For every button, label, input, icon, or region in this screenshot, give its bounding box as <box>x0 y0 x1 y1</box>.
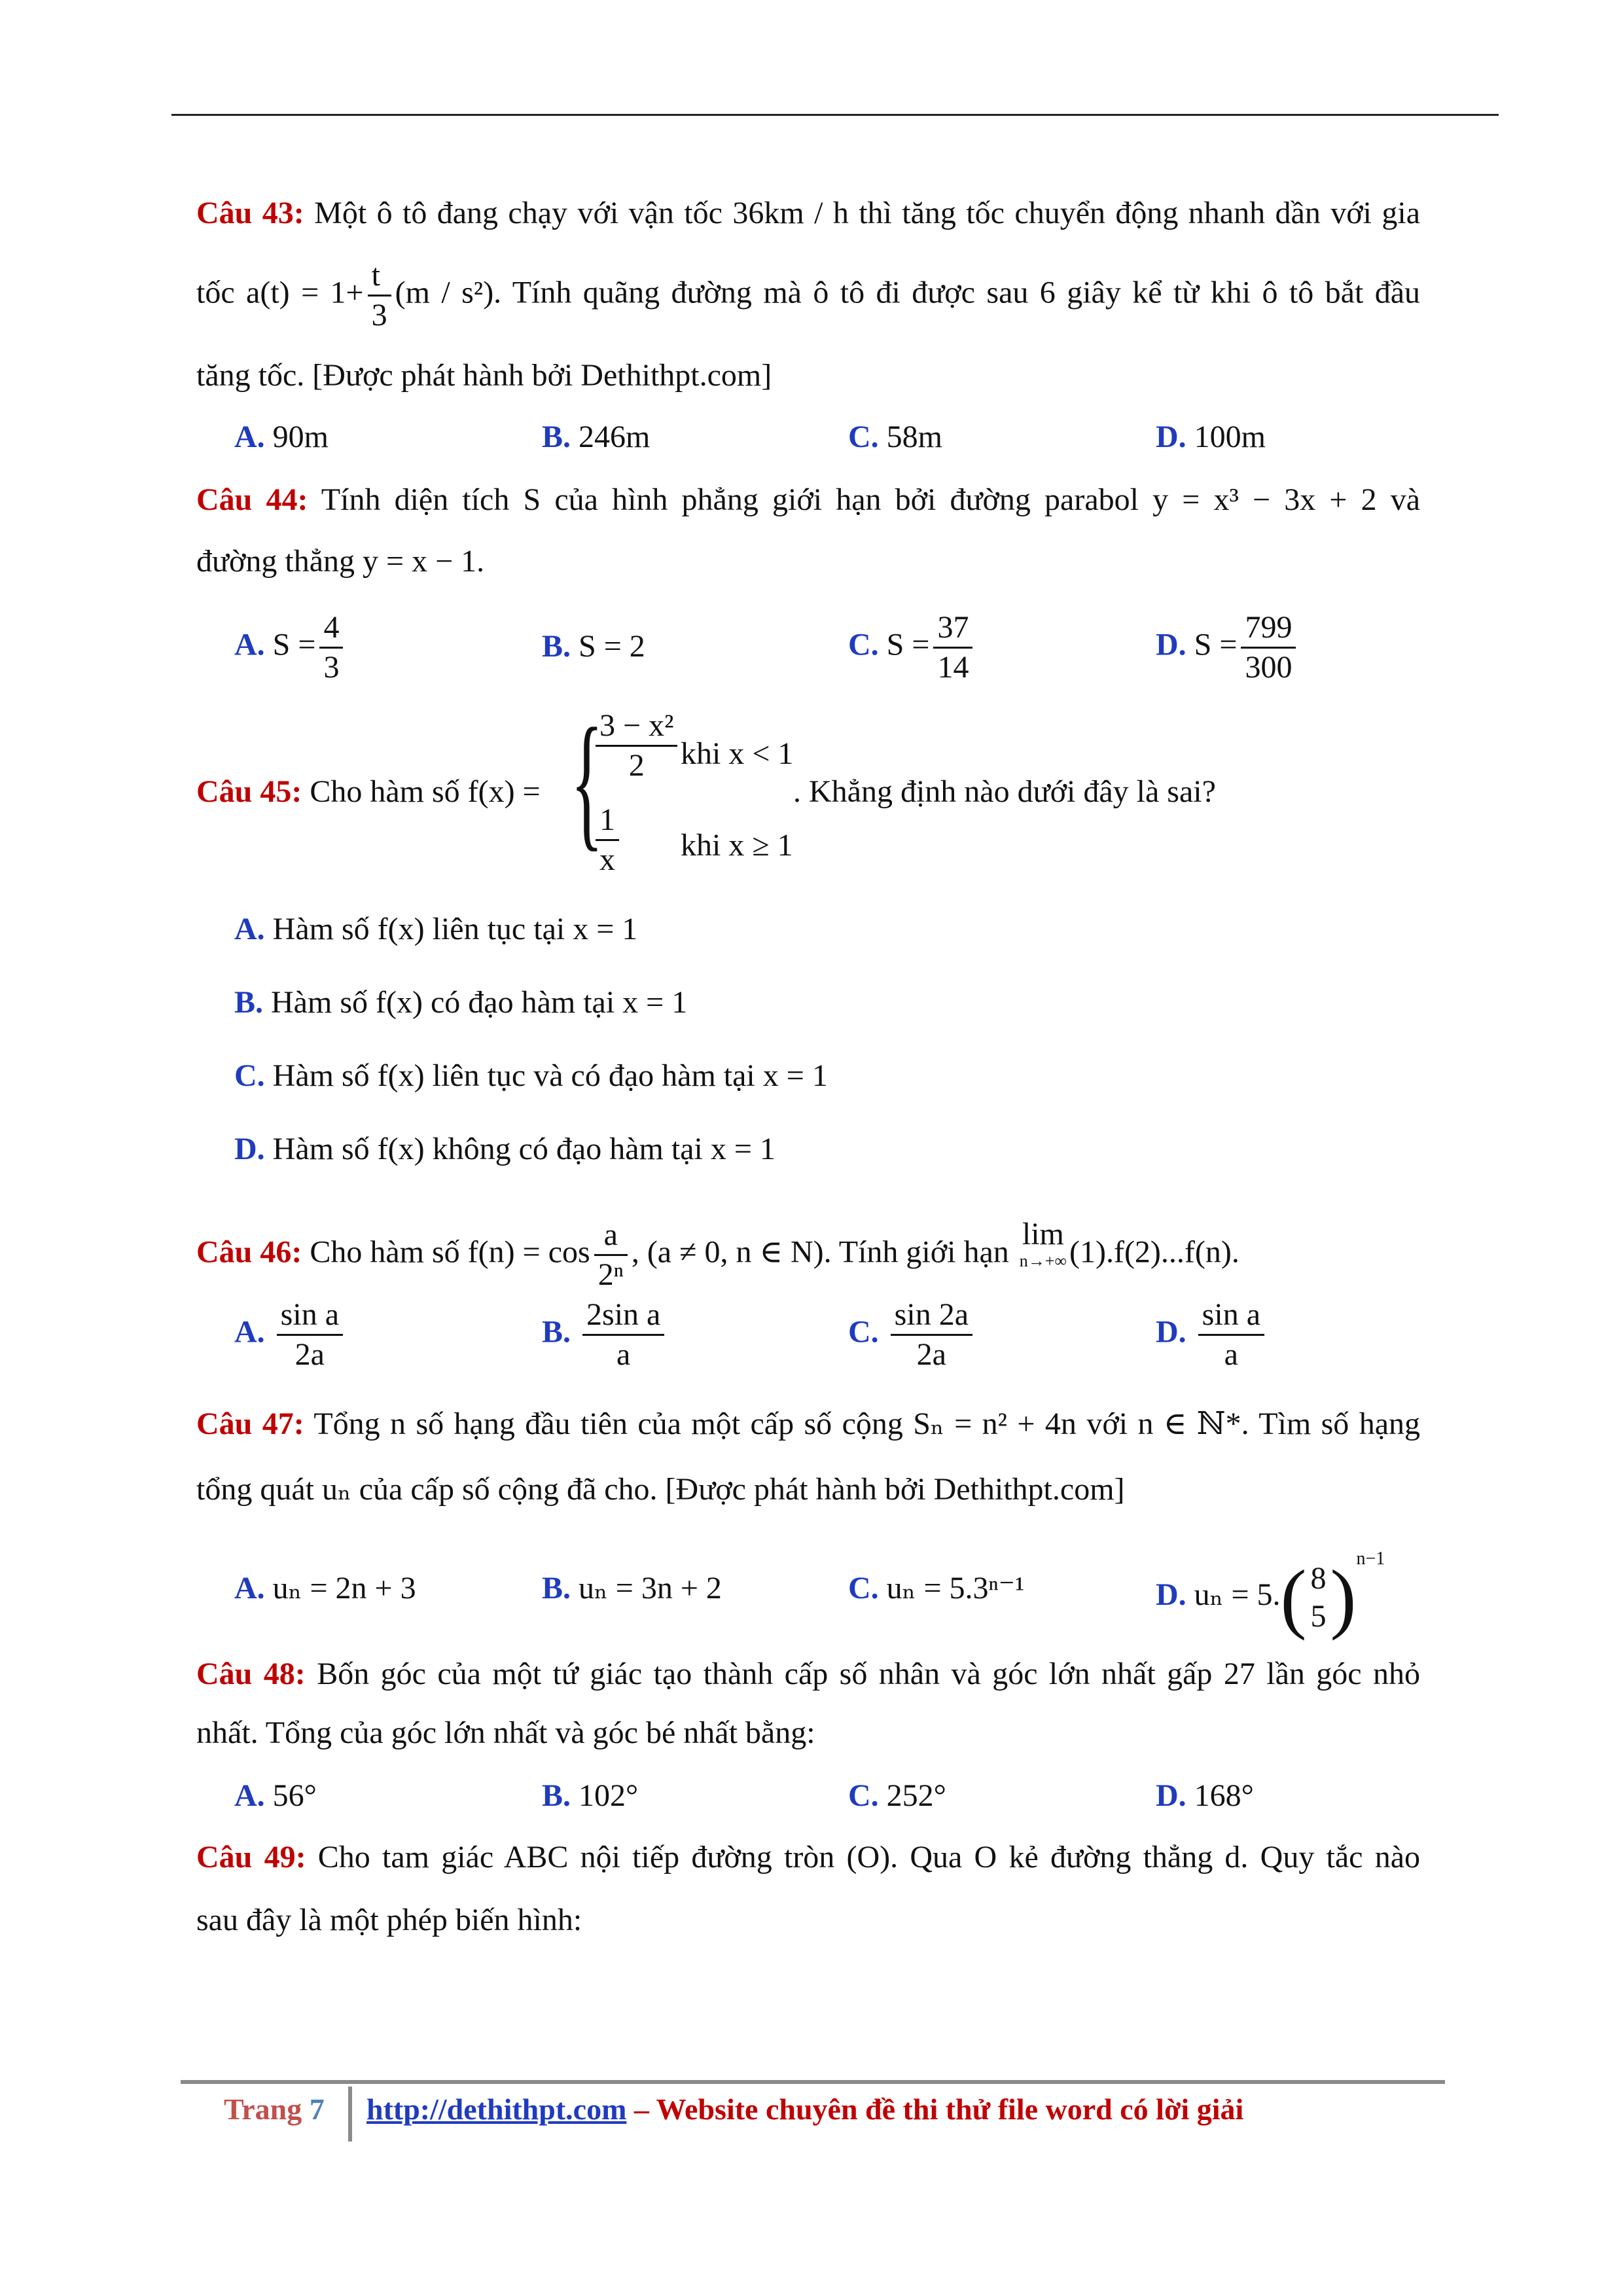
frac-num: sin a <box>1198 1296 1264 1336</box>
q43-text2-post: (m / s²). Tính quãng đường mà ô tô đi được sau 6 giây kể từ khi ô tô bắt đầu <box>395 275 1421 310</box>
option-fraction <box>277 1296 343 1374</box>
frac-num: 37 <box>933 609 972 649</box>
option-label: D. <box>234 1132 265 1166</box>
q45-post: . Khẳng định nào dưới đây là sai? <box>793 774 1216 809</box>
q46-fraction <box>594 1216 628 1294</box>
option-label: C. <box>848 1778 879 1813</box>
frac-num: sin 2a <box>891 1296 972 1336</box>
q49-text1: Cho tam giác ABC nội tiếp đường tròn (O). Qua O kẻ đường thẳng d. Quy tắc nào <box>317 1840 1420 1874</box>
option-pre: S = <box>272 627 316 662</box>
q47-label: Câu 47: <box>196 1407 304 1441</box>
q48-line2: nhất. Tổng của góc lớn nhất và góc bé nhất bằng: <box>196 1715 815 1750</box>
option-label: B. <box>542 1314 571 1350</box>
q43-text2-pre: tốc a(t) = 1+ <box>196 275 364 310</box>
q43-line1 <box>196 195 1420 232</box>
option-label: A. <box>234 420 265 454</box>
q46-label: Câu 46: <box>196 1234 302 1270</box>
footer-url-link[interactable]: http://dethithpt.com <box>366 2092 627 2126</box>
option-fraction <box>582 1296 664 1374</box>
option-fraction <box>1198 1296 1264 1374</box>
q47-text1: Tổng n số hạng đầu tiên của một cấp số cộng Sₙ = n² + 4n với n ∈ ℕ*. Tìm số hạng <box>313 1407 1421 1441</box>
option-fraction <box>933 609 972 687</box>
q49-line1 <box>196 1839 1420 1876</box>
option-pre: S = <box>1194 627 1238 662</box>
q47-line1 <box>196 1406 1420 1443</box>
frac-den: a <box>1224 1337 1238 1372</box>
q48-line1 <box>196 1656 1420 1693</box>
q43-option-b[interactable] <box>542 419 650 455</box>
q45-prefix <box>196 774 541 810</box>
q47-line2: tổng quát uₙ của cấp số cộng đã cho. [Được phát hành bởi Dethithpt.com] <box>196 1472 1125 1507</box>
q48-option-d[interactable] <box>1156 1778 1254 1814</box>
option-label: D. <box>1156 1778 1186 1813</box>
footer-divider <box>348 2087 352 2142</box>
option-label: C. <box>848 627 879 662</box>
frac-den: 300 <box>1245 650 1293 685</box>
q46-frac-den: 2ⁿ <box>597 1257 624 1292</box>
q45-case2-fraction <box>592 801 623 879</box>
option-label: A. <box>234 1778 265 1813</box>
option-pre: S = <box>886 627 930 662</box>
q45-label: Câu 45: <box>196 774 302 809</box>
frac-num: sin a <box>277 1296 343 1336</box>
q46-pre: Cho hàm số f(n) = cos <box>310 1234 590 1270</box>
option-text: uₙ = 3n + 2 <box>579 1571 722 1605</box>
q46-limit <box>1020 1216 1067 1270</box>
q45-case1-den: 2 <box>628 748 645 783</box>
frac-den: 3 <box>323 650 340 685</box>
option-text: Hàm số f(x) có đạo hàm tại x = 1 <box>271 985 688 1020</box>
left-paren: ( <box>1280 1554 1307 1641</box>
option-label: A. <box>234 912 265 946</box>
q48-text1: Bốn góc của một tứ giác tạo thành cấp số nhân và góc lớn nhất gấp 27 lần góc nhỏ <box>317 1657 1421 1691</box>
q48-label: Câu 48: <box>196 1657 306 1691</box>
q47-option-d[interactable] <box>1156 1549 1385 1643</box>
q46-line <box>196 1216 1240 1294</box>
option-label: B. <box>234 985 264 1020</box>
q44-option-c[interactable] <box>848 609 976 687</box>
option-label: B. <box>542 1778 571 1813</box>
option-text: uₙ = 2n + 3 <box>272 1571 416 1605</box>
q48-option-b[interactable] <box>542 1778 638 1814</box>
q43-option-a[interactable] <box>234 419 329 455</box>
q43-line2 <box>196 257 1420 334</box>
frac-num: 8 <box>1310 1561 1327 1596</box>
frac-den: 2a <box>916 1337 946 1372</box>
frac-den: 2a <box>294 1337 325 1372</box>
footer-page-digit: 7 <box>309 2092 325 2126</box>
q47-option-a[interactable] <box>234 1570 416 1606</box>
option-text: 56° <box>272 1778 317 1813</box>
option-label: A. <box>234 1571 265 1605</box>
q46-option-b[interactable] <box>542 1296 668 1374</box>
frac-num: 799 <box>1241 609 1296 649</box>
q45-pre: Cho hàm số f(x) = <box>310 774 541 809</box>
option-exponent: n−1 <box>1356 1549 1385 1569</box>
q43-text1: Một ô tô đang chạy với vận tốc 36km / h thì tăng tốc chuyển động nhanh dần với gia <box>314 196 1420 230</box>
q44-text1: Tính diện tích S của hình phẳng giới hạn bởi đường parabol y = x³ − 3x + 2 và <box>321 482 1421 517</box>
option-text: 252° <box>886 1778 946 1813</box>
option-text: 246m <box>579 420 651 454</box>
q43-option-d[interactable] <box>1156 419 1266 455</box>
right-paren: ) <box>1330 1554 1357 1641</box>
option-label: D. <box>1156 420 1186 454</box>
option-text: Hàm số f(x) liên tục tại x = 1 <box>272 912 638 946</box>
option-label: C. <box>848 1314 879 1350</box>
q45-brace: { <box>571 697 603 864</box>
frac-num: 2sin a <box>582 1296 664 1336</box>
q44-line1 <box>196 482 1420 518</box>
option-text: 58m <box>886 420 943 454</box>
option-fraction <box>1241 609 1296 687</box>
q45-case1-fraction <box>592 707 681 785</box>
option-label: B. <box>542 629 571 664</box>
footer-page-number <box>224 2092 325 2126</box>
q44-label: Câu 44: <box>196 482 308 517</box>
q49-line2: sau đây là một phép biến hình: <box>196 1903 582 1937</box>
q48-option-c[interactable] <box>848 1778 946 1814</box>
footer-rule <box>181 2080 1445 2084</box>
option-label: D. <box>1156 1314 1186 1350</box>
frac-den: 14 <box>937 650 969 685</box>
q44-line2: đường thẳng y = x − 1. <box>196 544 485 579</box>
option-fraction <box>1306 1560 1330 1636</box>
q47-option-c[interactable] <box>848 1570 1024 1606</box>
option-label: D. <box>1156 627 1186 662</box>
q45-case1-num: 3 − x² <box>596 707 677 747</box>
q45-case2-den: x <box>599 842 615 877</box>
footer-page-word: Trang <box>224 2092 302 2126</box>
option-label: C. <box>848 420 879 454</box>
frac-den: a <box>616 1337 631 1372</box>
q45-option-c[interactable] <box>234 1058 828 1094</box>
q46-option-a[interactable] <box>234 1296 347 1374</box>
option-pre: uₙ = 5. <box>1194 1577 1281 1613</box>
option-label: C. <box>234 1058 265 1093</box>
option-text: Hàm số f(x) liên tục và có đạo hàm tại x = 1 <box>272 1058 828 1093</box>
q45-case2-cond: khi x ≥ 1 <box>681 828 793 863</box>
option-text: Hàm số f(x) không có đạo hàm tại x = 1 <box>272 1132 776 1166</box>
q45-case1-cond: khi x < 1 <box>681 736 794 771</box>
option-label: B. <box>542 1571 571 1605</box>
q43-frac-den: 3 <box>371 298 387 332</box>
option-label: A. <box>234 627 265 662</box>
q47-option-b[interactable] <box>542 1570 722 1606</box>
option-label: B. <box>542 420 571 454</box>
q46-option-c[interactable] <box>848 1296 976 1374</box>
q45-case2-num: 1 <box>596 801 619 841</box>
q43-fraction <box>368 257 391 334</box>
footer-tagline: – Website chuyên đề thi thử file word có lời giải <box>626 2092 1244 2126</box>
option-fraction <box>891 1296 972 1374</box>
q44-option-b[interactable] <box>542 628 645 664</box>
q46-mid: , (a ≠ 0, n ∈ N). Tính giới hạn <box>631 1234 1009 1270</box>
q43-line3: tăng tốc. [Được phát hành bởi Dethithpt.com] <box>196 358 772 393</box>
option-text: 102° <box>579 1778 639 1813</box>
option-text: 168° <box>1194 1778 1254 1813</box>
q43-frac-num: t <box>368 257 391 296</box>
q46-option-d[interactable] <box>1156 1296 1268 1374</box>
q49-label: Câu 49: <box>196 1840 306 1874</box>
option-text: 100m <box>1194 420 1266 454</box>
q46-lim-sub: n→+∞ <box>1019 1251 1067 1270</box>
option-label: D. <box>1156 1577 1186 1613</box>
footer-site <box>366 2092 1243 2126</box>
q46-post: (1).f(2)...f(n). <box>1069 1234 1240 1270</box>
header-rule <box>171 114 1499 116</box>
q44-option-a[interactable] <box>234 609 347 687</box>
option-label: C. <box>848 1571 879 1605</box>
q43-label: Câu 43: <box>196 196 304 230</box>
option-fraction <box>319 609 343 687</box>
option-label: A. <box>234 1314 265 1350</box>
option-text: 90m <box>272 420 329 454</box>
option-pre: S = 2 <box>579 629 645 664</box>
q45-option-a[interactable] <box>234 911 637 947</box>
q45-option-b[interactable] <box>234 984 687 1020</box>
q45-option-d[interactable] <box>234 1131 776 1167</box>
frac-num: 4 <box>319 609 343 649</box>
q46-lim: lim <box>1022 1217 1064 1251</box>
q43-option-c[interactable] <box>848 419 942 455</box>
q46-frac-num: a <box>594 1216 628 1256</box>
frac-den: 5 <box>1310 1599 1327 1634</box>
option-text: uₙ = 5.3ⁿ⁻¹ <box>886 1571 1025 1605</box>
q48-option-a[interactable] <box>234 1778 317 1814</box>
q44-option-d[interactable] <box>1156 609 1300 687</box>
